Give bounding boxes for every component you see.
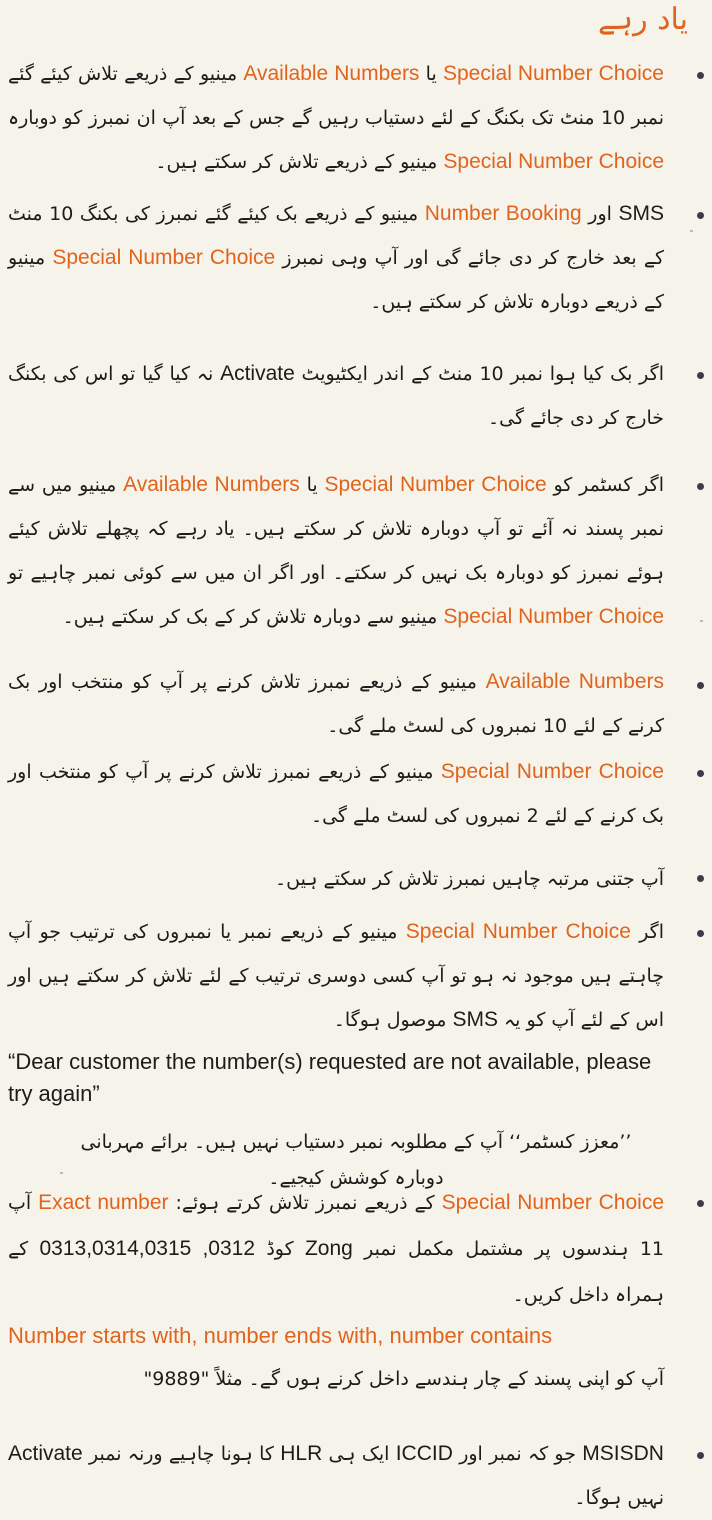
- urdu-text: کے ذریعے نمبرز تلاش کرتے ہوئے:: [168, 1192, 442, 1214]
- urdu-text: مینیو کے ذریعے نمبرز تلاش کرنے پر آپ کو منتخب اور بک کرنے کے لئے 10 نمبروں کی لسٹ ملے گی۔: [8, 671, 664, 737]
- urdu-text: نہیں ہوگا۔: [574, 1487, 664, 1509]
- english-term: Activate: [220, 362, 295, 385]
- bullet-icon: [697, 212, 704, 219]
- exact-number-item: [8, 1180, 664, 1318]
- urdu-text: آپ جتنی مرتبہ چاہیں نمبرز تلاش کر سکتے ہیں۔: [275, 868, 664, 890]
- highlight-term: Number Booking: [424, 202, 582, 225]
- english-term: SMS: [618, 202, 665, 225]
- bullet-icon: [697, 770, 704, 777]
- highlight-term: Available Numbers: [243, 62, 420, 85]
- bullet-icon: [697, 1452, 704, 1459]
- note-item: [8, 463, 664, 639]
- urdu-text: اگر کسٹمر کو: [546, 474, 664, 496]
- sms-quote-english: “Dear customer the number(s) requested are not available, please try again”: [8, 1049, 652, 1106]
- urdu-text: مینیو میں سے نمبر پسند نہ آئے تو آپ دوبارہ تلاش کر سکتے ہیں۔ یاد رہے کہ پچھلے تلاش کیئے ہوئے نمبرز کو دوبارہ بک نہیں کر سکتے۔ اور اگر ان میں سے کوئی نمبر چاہیے تو: [8, 474, 664, 584]
- urdu-text: اگر بک کیا ہوا نمبر 10 منٹ کے اندر ایکٹیویٹ: [294, 363, 664, 385]
- urdu-text: یا: [419, 63, 443, 85]
- bullet-icon: [697, 72, 704, 79]
- english-term: 0312, 0313,0314,0315: [39, 1237, 255, 1260]
- msisdn-item: [8, 1432, 664, 1520]
- urdu-text: جو کہ نمبر اور: [452, 1443, 583, 1465]
- urdu-text: مینیو کے ذریعے نمبرز تلاش کرنے پر آپ کو منتخب اور بک کرنے کے لئے 2 نمبروں کی لسٹ ملے گی۔: [8, 761, 664, 827]
- highlight-term: Special Number Choice: [442, 62, 664, 85]
- urdu-text: اگر: [630, 921, 665, 943]
- urdu-text: اور: [581, 203, 619, 225]
- paper-speck: [690, 230, 693, 232]
- english-term: MSISDN: [582, 1442, 664, 1465]
- english-term: ICCID: [395, 1442, 453, 1465]
- urdu-text: یا: [299, 474, 325, 496]
- note-item: [8, 857, 664, 901]
- bullet-icon: [697, 875, 704, 882]
- four-digit-line: آپ کو اپنی پسند کے چار ہندسے داخل کرنے ہوں گے۔ مثلاً "9889": [143, 1368, 664, 1390]
- highlight-term: Special Number Choice: [52, 246, 276, 269]
- urdu-text: مینیو سے دوبارہ تلاش کر کے بک کر سکتے ہیں۔: [62, 606, 444, 628]
- english-term: Zong: [304, 1237, 353, 1260]
- note-item: [8, 352, 664, 440]
- highlight-term: Special Number Choice: [324, 473, 547, 496]
- bullet-icon: [697, 372, 704, 379]
- bullet-icon: [697, 1200, 704, 1207]
- urdu-text: کے ہمراہ داخل کریں۔: [8, 1238, 664, 1306]
- highlight-term: Special Number Choice: [441, 1191, 664, 1214]
- highlight-term: Exact number: [38, 1191, 169, 1214]
- urdu-text: ایک ہی: [322, 1443, 396, 1465]
- urdu-text: نہ کیا گیا تو اس کی بکنگ خارج کر دی جائے گی۔: [8, 363, 664, 429]
- bullet-icon: [697, 483, 704, 490]
- highlight-term: Special Number Choice: [405, 920, 631, 943]
- page-title: یاد رہے: [597, 2, 688, 37]
- highlight-term: Special Number Choice: [443, 605, 664, 628]
- note-item: [8, 192, 664, 324]
- sms-quote-urdu: ’’معزز کسٹمر‘‘ آپ کے مطلوبہ نمبر دستیاب نہیں ہیں۔ برائے مہربانی دوبارہ کوشش کیجیے۔: [80, 1131, 632, 1189]
- english-term: SMS: [452, 1008, 498, 1031]
- bullet-icon: [697, 682, 704, 689]
- urdu-text: آپ 11 ہندسوں پر مشتمل مکمل نمبر: [8, 1192, 665, 1260]
- note-item: [8, 52, 664, 184]
- highlight-term: Available Numbers: [123, 473, 300, 496]
- urdu-text: مینیو کے ذریعے بک کیئے گئے نمبرز کی بکنگ 10 منٹ کے بعد خارج کر دی جائے گی اور آپ وہی نمبرز: [8, 203, 665, 269]
- urdu-text: مینیو کے ذریعے نمبر یا نمبروں کی ترتیب جو آپ چاہتے ہیں موجود نہ ہو تو آپ کسی دوسری ترتیب کے لئے تلاش کر سکتے ہیں اور اس کے لئے آپ کو یہ: [8, 921, 664, 1031]
- paper-speck: [60, 1172, 63, 1174]
- urdu-text: مینیو کے ذریعے دوبارہ تلاش کر سکتے ہیں۔: [8, 247, 664, 313]
- starts-with-line: Number starts with, number ends with, number contains: [8, 1323, 553, 1348]
- urdu-text: موصول ہوگا۔: [333, 1009, 453, 1031]
- note-item: [8, 750, 664, 838]
- urdu-text: مینیو کے ذریعے تلاش کیئے گئے نمبر 10 منٹ تک بکنگ کے لئے دستیاب رہیں گے جس کے بعد آپ ان نمبرز کو دوبارہ: [8, 63, 665, 129]
- bullet-icon: [697, 930, 704, 937]
- english-term: HLR: [280, 1442, 323, 1465]
- note-item: [8, 660, 664, 748]
- paper-speck: [700, 620, 703, 622]
- highlight-term: Special Number Choice: [443, 150, 664, 173]
- highlight-term: Special Number Choice: [440, 760, 664, 783]
- english-term: Activate: [8, 1442, 83, 1465]
- highlight-term: Available Numbers: [485, 670, 664, 693]
- urdu-text: مینیو کے ذریعے تلاش کر سکتے ہیں۔: [155, 151, 444, 173]
- note-item: [8, 910, 664, 1042]
- urdu-text: کا ہونا چاہیے ورنہ نمبر: [82, 1443, 281, 1465]
- urdu-text: کوڈ: [255, 1238, 305, 1260]
